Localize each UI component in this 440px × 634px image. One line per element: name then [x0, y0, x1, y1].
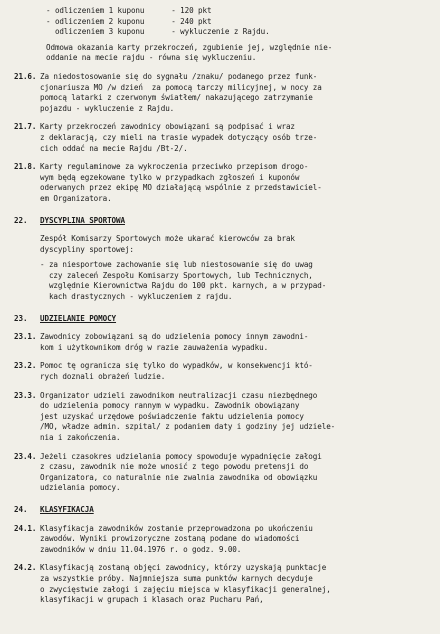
- clause-23-1: [14, 332, 430, 353]
- clause-line: jest uzyskać urzędowe poświadczenie faktu udzielenia pomocy: [40, 411, 304, 421]
- section-24-heading: [14, 505, 430, 516]
- clause-line: nia i zakończenia.: [40, 433, 121, 442]
- clause-text: [40, 452, 430, 494]
- penalty-list: [46, 6, 430, 38]
- paragraph-line: Zespół Komisarzy Sportowych może ukarać kierowców za brak: [40, 234, 295, 244]
- clause-number: 21.8.: [14, 162, 37, 172]
- clause-text: [40, 332, 430, 353]
- clause-line: Jeżeli czasokres udzielania pomocy spowoduje wypadnięcie załogi: [40, 451, 322, 461]
- section-number: 22.: [14, 215, 28, 225]
- clause-line: z deklaracją, czy mieli na trasie wypadek dotyczący osób trze-: [40, 132, 318, 142]
- list-item: - odliczeniem 2 kuponu - 240 pkt: [46, 16, 212, 26]
- clause-number: 24.2.: [14, 563, 37, 573]
- paragraph-line: dyscypliny sportowej:: [40, 244, 134, 254]
- clause-line: wym będą egzekowane tylko w przypadkach zgłoszeń i kuponów: [40, 172, 300, 182]
- clause-line: cich oddać na mecie Rajdu /Bt-2/.: [40, 143, 188, 153]
- clause-line: udzielania pomocy.: [40, 483, 121, 493]
- list-item: względnie Kierownictwa Rajdu do 100 pkt. karnych, a w przypad-: [40, 281, 327, 291]
- clause-23-2: [14, 361, 430, 382]
- top-paragraph: [46, 43, 430, 64]
- clause-text: [40, 122, 430, 154]
- clause-line: Organizator udzieli zawodnikom neutralizacji czasu niezbędnego: [40, 390, 318, 400]
- section-22-heading: [14, 216, 430, 227]
- section-22-bullet: [40, 260, 430, 302]
- list-item: kach drastycznych - wykluczeniem z rajdu.: [40, 292, 233, 302]
- clause-number: 23.1.: [14, 332, 37, 342]
- clause-number: 23.4.: [14, 451, 37, 461]
- clause-line: pojazdu - wykluczenie z Rajdu.: [40, 103, 175, 113]
- clause-line: do udzielenia pomocy rannym w wypadku. Zawodnik obowiązany: [40, 401, 300, 411]
- clause-23-3: [14, 391, 430, 444]
- clause-text: [40, 563, 430, 605]
- clause-line: kom i użytkownikom dróg w razie zauważenia wypadku.: [40, 342, 269, 352]
- clause-line: Karty regulaminowe za wykroczenia przeciwko przepisom drogo-: [40, 162, 309, 172]
- clause-line: zawodników w dniu 11.04.1976 r. o godz. 9.00.: [40, 544, 242, 554]
- clause-line: Zawodnicy zobowiązani są do udzielenia pomocy innym zawodni-: [40, 332, 309, 342]
- section-22-intro: [40, 234, 430, 255]
- clause-23-4: [14, 452, 430, 494]
- section-title: UDZIELANIE POMOCY: [40, 313, 117, 323]
- list-item: czy zaleceń Zespołu Komisarzy Sportowych, lub Technicznych,: [40, 270, 313, 280]
- clause-line: o zwycięstwie załogi i zajęciu miejsca w klasyfikacji generalnej,: [40, 584, 331, 594]
- clause-line: Klasyfikacją zostaną objęci zawodnicy, którzy uzyskają punktacje: [40, 563, 327, 573]
- clause-24-2: [14, 563, 430, 605]
- clause-text: [40, 361, 430, 382]
- clause-line: za wszystkie próby. Najmniejsza suma punktów karnych decyduje: [40, 573, 313, 583]
- clause-line: pomocą latarki z czerwonym światłem/ nakazującego zatrzymanie: [40, 93, 313, 103]
- clause-number: 23.2.: [14, 361, 37, 371]
- clause-line: Pomoc tę ogranicza się tylko do wypadków, w konsekwencji któ-: [40, 361, 313, 371]
- section-number: 23.: [14, 313, 28, 323]
- clause-line: em Organizatora.: [40, 193, 112, 203]
- clause-21-6: [14, 72, 430, 114]
- clause-line: cjonariusza MO /w dzień za pomocą tarczy milicyjnej, w nocy za: [40, 82, 322, 92]
- clause-number: 23.3.: [14, 390, 37, 400]
- clause-21-8: [14, 162, 430, 204]
- clause-number: 21.7.: [14, 122, 37, 132]
- clause-number: 21.6.: [14, 71, 37, 81]
- clause-line: Organizatora, co naturalnie nie zwalnia zawodnika od obowiązku: [40, 472, 318, 482]
- paragraph-line: Odmowa okazania karty przekroczeń, zgubienie jej, względnie nie-: [46, 42, 333, 52]
- clause-line: zawodów. Wyniki prowizoryczne zostaną podane do wiadomości: [40, 534, 300, 544]
- clause-line: z czasu, zawodnik nie może wnosić z tego powodu pretensji do: [40, 462, 309, 472]
- list-item: odliczeniem 3 kuponu - wykluczenie z Rajdu.: [46, 27, 270, 37]
- clause-line: oderwanych przez ekipę MO działającą wspólnie z przedstawiciel-: [40, 183, 322, 193]
- clause-text: [40, 391, 430, 444]
- list-item: - za niesportowe zachowanie się lub niestosowanie się do uwag: [40, 260, 313, 270]
- clause-line: Za niedostosowanie się do sygnału /znaku/ podanego przez funk-: [40, 71, 318, 81]
- section-23-heading: [14, 314, 430, 325]
- clause-line: /MO, władze admin. szpital/ z podaniem daty i godziny jej udziele-: [40, 422, 336, 432]
- clause-text: [40, 162, 430, 204]
- clause-line: Klasyfikacja zawodników zostanie przeprowadzona po ukończeniu: [40, 523, 313, 533]
- clause-line: rych doznali obrażeń ludzie.: [40, 372, 166, 382]
- clause-line: Karty przekroczeń zawodnicy obowiązani są podpisać i wraz: [40, 122, 295, 132]
- clause-21-7: [14, 122, 430, 154]
- list-item: - odliczeniem 1 kuponu - 120 pkt: [46, 6, 212, 15]
- clause-text: [40, 72, 430, 114]
- section-title: KLASYFIKACJA: [40, 504, 94, 514]
- clause-text: [40, 524, 430, 556]
- paragraph-line: oddanie na mecie rajdu - równa się wykluczeniu.: [46, 53, 257, 63]
- clause-line: klasyfikacji w grupach i klasach oraz Pucharu Pań,: [40, 595, 264, 605]
- clause-number: 24.1.: [14, 523, 37, 533]
- section-title: DYSCYPLINA SPORTOWA: [40, 215, 125, 225]
- clause-24-1: [14, 524, 430, 556]
- section-number: 24.: [14, 504, 28, 514]
